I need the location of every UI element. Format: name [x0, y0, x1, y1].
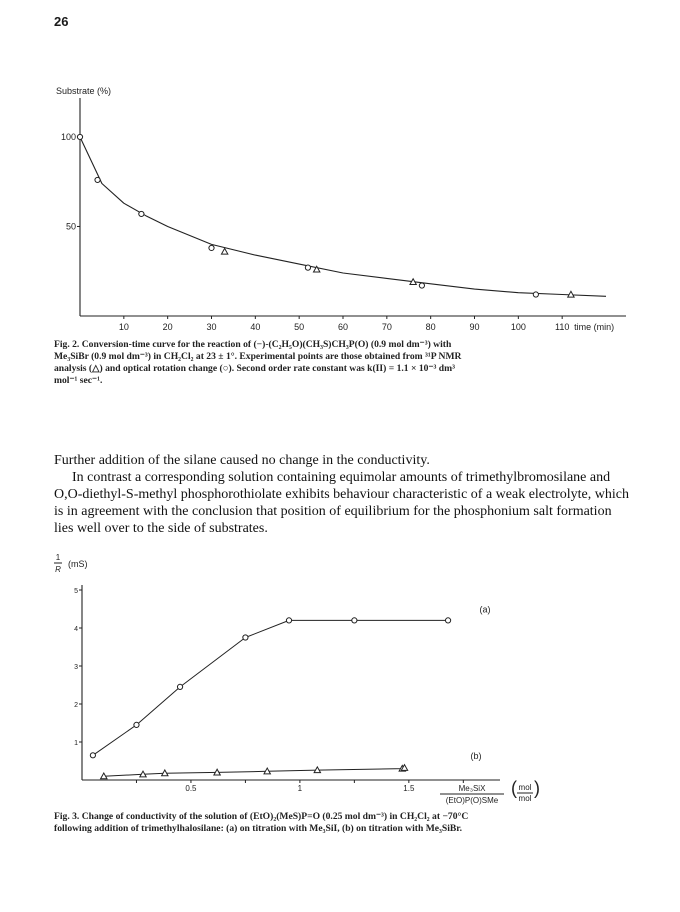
- x-tick-label: 60: [337, 322, 349, 332]
- data-point-circle: [533, 292, 538, 297]
- data-point-circle: [352, 618, 357, 623]
- data-point-circle: [209, 245, 214, 250]
- x-tick-label: 1.5: [403, 784, 415, 793]
- figure-3-chart: [0, 540, 680, 815]
- x-tick-label: 1: [297, 784, 303, 793]
- y-tick-label: 2: [74, 702, 78, 709]
- data-point-circle: [77, 134, 82, 139]
- paren-left: (: [511, 778, 517, 798]
- caption-line: Fig. 2. Conversion-time curve for the reaction of (−)-(C₂H₅O)(CH₃S)CH₃P(O) (0.9 mol dm⁻³) with: [54, 339, 452, 350]
- x-tick-label: 110: [554, 322, 570, 332]
- x-tick-label: 100: [510, 322, 526, 332]
- x-tick-label: 80: [425, 322, 436, 332]
- data-point-circle: [243, 635, 248, 640]
- y-tick-label: 100: [60, 131, 76, 142]
- y-tick-label: 1: [74, 740, 78, 747]
- y-axis-label: Substrate (%): [56, 86, 112, 96]
- x-tick-label: 30: [206, 322, 217, 332]
- figure-2-chart: [0, 0, 680, 340]
- caption-line: mol⁻¹ sec⁻¹.: [54, 375, 103, 386]
- caption-line: Fig. 3. Change of conductivity of the solution of (EtO)₂(MeS)P=O (0.25 mol dm⁻³) in CH₂Cl₂ at −70°C: [54, 811, 469, 822]
- paragraph: Further addition of the silane caused no change in the conductivity.: [54, 453, 430, 468]
- body-text: [54, 452, 634, 537]
- data-point-circle: [286, 618, 291, 623]
- y-axis-unit: (mS): [68, 559, 88, 569]
- data-point-circle: [134, 722, 139, 727]
- data-point-circle: [305, 265, 310, 270]
- data-point-circle: [177, 684, 182, 689]
- x-tick-label: 40: [250, 322, 261, 332]
- x-tick-label: 70: [381, 322, 392, 332]
- x-unit-numerator: mol: [518, 783, 532, 792]
- x-tick-label: 20: [162, 322, 173, 332]
- x-unit-denominator: mol: [518, 794, 532, 803]
- y-tick-label: 5: [74, 588, 78, 595]
- caption-line: following addition of trimethylhalosilane: (a) on titration with Me₃SiI, (b) on titration with Me₃SiBr.: [54, 823, 463, 834]
- x-tick-label: 50: [294, 322, 305, 332]
- y-tick-label: 3: [74, 664, 78, 671]
- paren-right: ): [534, 778, 540, 798]
- y-axis-label-denominator: R: [55, 565, 61, 574]
- caption-line: Me₃SiBr (0.9 mol dm⁻³) in CH₂Cl₂ at 23 ± 1°. Experimental points are those obtained from ³¹P NMR: [54, 351, 462, 362]
- x-axis-label: time (min): [574, 322, 615, 332]
- data-point-circle: [90, 753, 95, 758]
- x-axis-label-denominator: (EtO)P(O)SMe: [445, 796, 499, 805]
- y-axis-label-numerator: 1: [55, 553, 61, 562]
- series-line-a: [93, 620, 448, 755]
- page-number: 26: [54, 14, 69, 29]
- data-point-circle: [419, 283, 424, 288]
- y-tick-label: 4: [74, 626, 78, 633]
- paragraph: In contrast a corresponding solution containing equimolar amounts of trimethylbromosilane and O,O-diethyl-S-methyl phosphorothiolate exhibits behaviour characteristic of a weak electrolyte, which is in agreement with the conclusion that position of equilibrium for the phosphonium salt formation lies well over to the side of substrates.: [54, 470, 629, 536]
- series-label-a: (a): [479, 604, 491, 615]
- series-line-b: [104, 768, 405, 776]
- data-point-triangle: [221, 248, 227, 254]
- x-axis-label-numerator: Me₃SiX: [458, 784, 486, 793]
- figure-2-caption: [54, 339, 654, 387]
- y-tick-label: 50: [65, 221, 76, 232]
- data-point-circle: [95, 177, 100, 182]
- figure-3-caption: [54, 811, 654, 835]
- x-tick-label: 0.5: [185, 784, 197, 793]
- data-point-circle: [445, 618, 450, 623]
- x-tick-label: 90: [469, 322, 480, 332]
- fit-curve: [80, 137, 606, 296]
- series-label-b: (b): [470, 750, 482, 761]
- x-tick-label: 10: [118, 322, 129, 332]
- caption-line: analysis (△) and optical rotation change (○). Second order rate constant was k(II) = 1.1 × 10⁻³ dm³: [54, 363, 455, 374]
- data-point-triangle: [568, 291, 574, 297]
- data-point-circle: [139, 211, 144, 216]
